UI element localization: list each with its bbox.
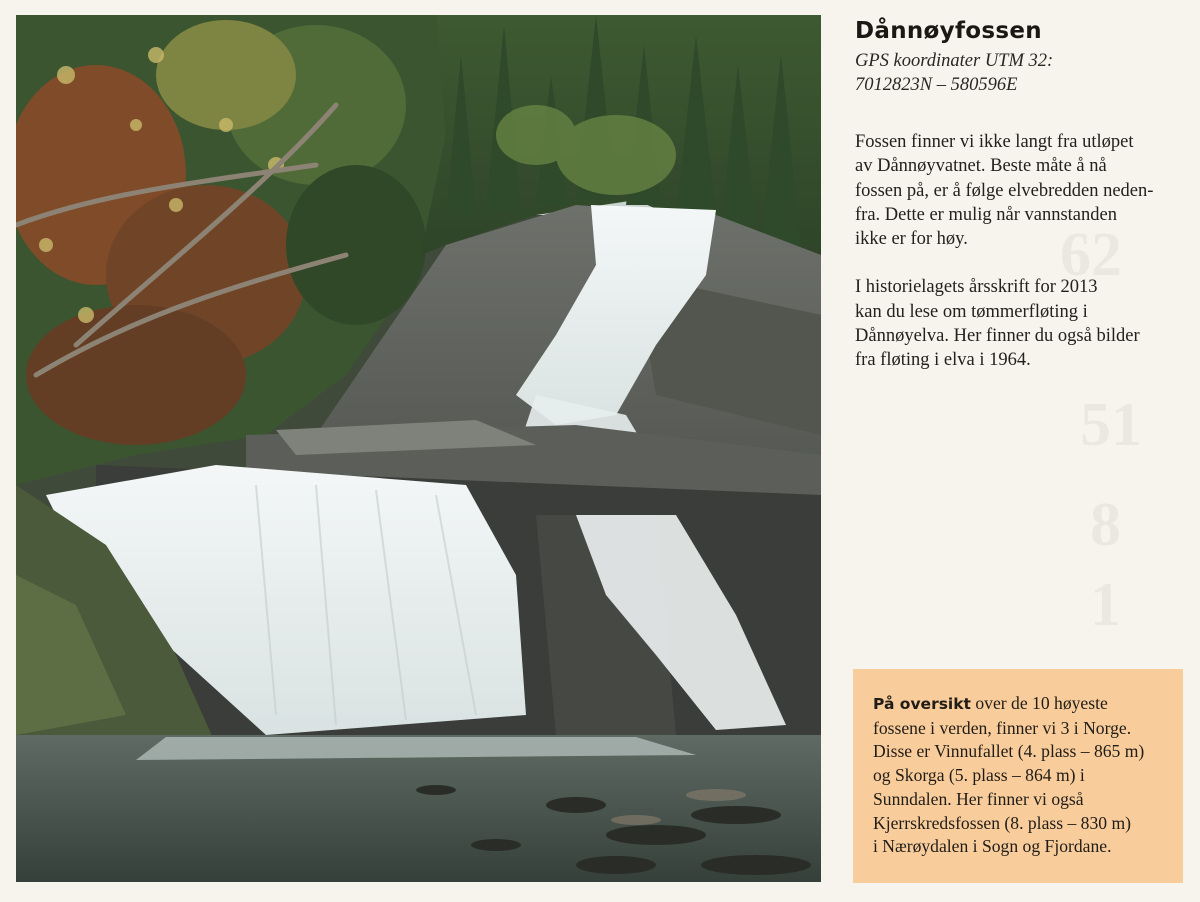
fact-box-lead: På oversikt (873, 695, 971, 713)
paragraph-line: fossen på, er å følge elvebredden neden- (855, 180, 1154, 201)
fact-box-line: i Nærøydalen i Sogn og Fjordane. (873, 836, 1112, 857)
waterfall-photo (16, 15, 821, 882)
fact-box-line: fossene i verden, finner vi 3 i Norge. (873, 717, 1132, 738)
paragraph-line: I historielagets årsskrift for 2013 (855, 277, 1098, 298)
waterfall-illustration (16, 15, 821, 882)
fact-box (853, 669, 1183, 883)
gps-coordinates (855, 49, 1185, 97)
gps-label: GPS koordinater UTM 32: (855, 51, 1054, 71)
paragraph-line: av Dånnøyvatnet. Beste måte å nå (855, 156, 1107, 177)
fact-box-line: og Skorga (5. plass – 864 m) i (873, 765, 1085, 786)
paragraph-line: ikke er for høy. (855, 229, 968, 250)
paragraph-line: fra. Dette er mulig når vannstanden (855, 204, 1117, 225)
article (855, 16, 1185, 373)
fact-box-line: over de 10 høyeste (970, 693, 1108, 713)
fact-box-line: Disse er Vinnufallet (4. plass – 865 m) (873, 741, 1145, 762)
fact-box-line: Sunndalen. Her finner vi også (873, 788, 1084, 809)
paragraph-history (855, 275, 1185, 372)
paragraph-line: fra fløting i elva i 1964. (855, 350, 1031, 371)
paragraph-access (855, 130, 1185, 251)
fact-box-line: Kjerrskredsfossen (8. plass – 830 m) (873, 812, 1131, 833)
paragraph-line: kan du lese om tømmerfløting i (855, 301, 1088, 322)
article-title: Dånnøyfossen (855, 18, 1042, 44)
paragraph-line: Dånnøyelva. Her finner du også bilder (855, 326, 1140, 347)
paragraph-line: Fossen finner vi ikke langt fra utløpet (855, 132, 1134, 152)
gps-value: 7012823N – 580596E (855, 75, 1018, 95)
